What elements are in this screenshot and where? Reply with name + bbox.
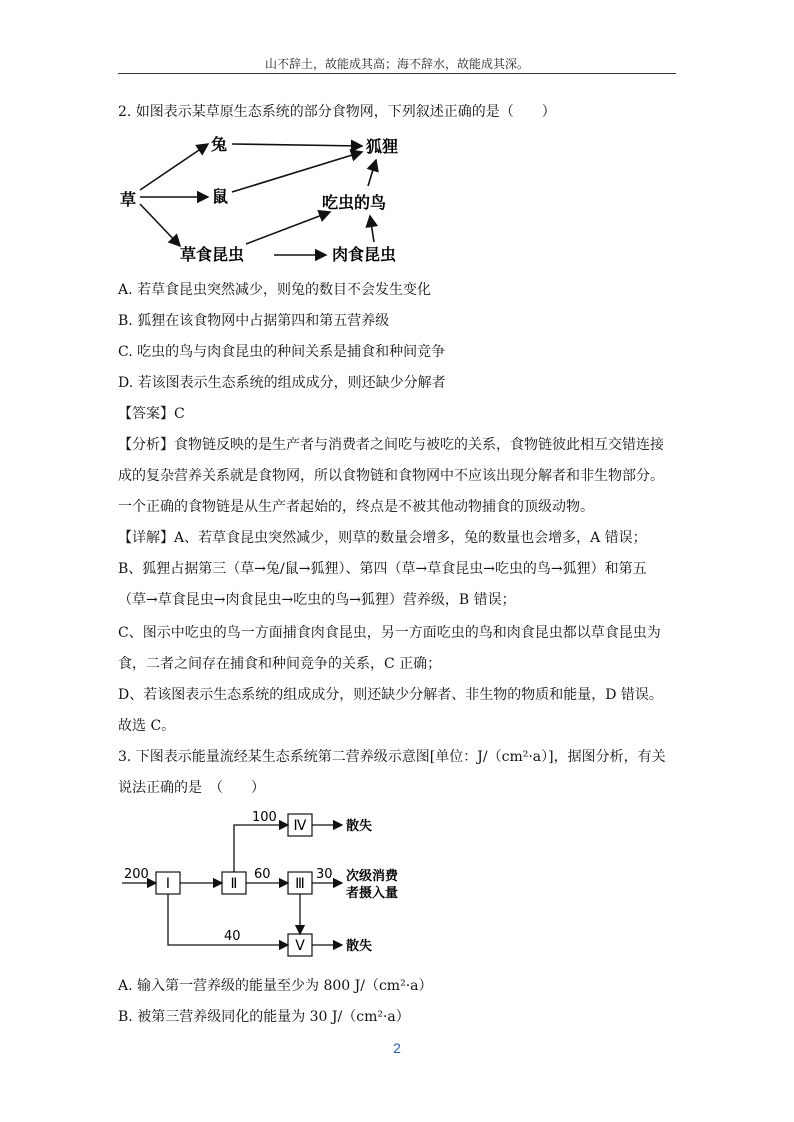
q3-stem-line-1: 3. 下图表示能量流经某生态系统第二营养级示意图[单位：J/（cm²·a）]，据图分析，有关: [118, 749, 666, 765]
value-to-next: 30: [316, 867, 333, 882]
q2-detail-line-1: 【详解】A、若草食昆虫突然减少，则草的数量会增多，兔的数量也会增多，A 错误；: [118, 530, 647, 546]
arrow-mouse-fox: [232, 152, 362, 192]
q2-detail-line-5: 食，二者之间存在捕食和种间竞争的关系，C 正确；: [118, 656, 442, 672]
q2-analysis-line-1: 【分析】食物链反映的是生产者与消费者之间吃与被吃的关系，食物链彼此相互交错连接: [118, 437, 664, 453]
box-iii-label: Ⅲ: [295, 876, 305, 892]
node-carnivorous-insect: 肉食昆虫: [332, 245, 397, 264]
node-herbivorous-insect: 草食昆虫: [180, 245, 245, 264]
header-divider: [118, 73, 676, 74]
box-v-label: Ⅴ: [295, 938, 305, 954]
q3-stem-line-2: 说法正确的是 （ ）: [118, 780, 265, 796]
value-to-v: 40: [224, 929, 241, 944]
q2-answer: 【答案】C: [118, 406, 185, 422]
box-iv-label: Ⅳ: [293, 818, 307, 834]
node-fox: 狐狸: [366, 137, 399, 156]
q2-detail-line-6: D、若该图表示生态系统的组成成分，则还缺少分解者、非生物的物质和能量，D 错误。: [118, 687, 663, 703]
q3-option-b: B. 被第三营养级同化的能量为 30 J/（cm²·a）: [118, 1009, 410, 1025]
node-mouse: 鼠: [212, 187, 229, 206]
label-loss-iv: 散失: [346, 819, 373, 834]
node-insect-eating-bird: 吃虫的鸟: [322, 193, 387, 212]
q2-stem: 2. 如图表示某草原生态系统的部分食物网，下列叙述正确的是（ ）: [118, 104, 556, 120]
page-number: 2: [393, 1040, 401, 1056]
q2-option-a: A. 若草食昆虫突然减少，则兔的数目不会发生变化: [118, 282, 432, 298]
q2-detail-line-7: 故选 C。: [118, 718, 176, 734]
label-loss-v: 散失: [346, 939, 373, 954]
arrow-herbivorous-insect-bird: [246, 212, 330, 244]
box-ii-label: Ⅱ: [230, 876, 238, 892]
label-next-consumer-line-1: 次级消费: [346, 869, 399, 884]
q2-option-d: D. 若该图表示生态系统的组成成分，则还缺少分解者: [118, 375, 446, 391]
q2-option-b: B. 狐狸在该食物网中占据第四和第五营养级: [118, 313, 390, 329]
value-to-iv: 100: [252, 810, 277, 825]
value-to-iii: 60: [254, 867, 271, 882]
arrow-grass-rabbit: [140, 144, 208, 190]
q2-option-c: C. 吃虫的鸟与肉食昆虫的种间关系是捕食和种间竞争: [118, 344, 446, 360]
q2-analysis-line-2: 成的复杂营养关系就是食物网，所以食物链和食物网中不应该出现分解者和非生物部分。: [118, 468, 664, 484]
q2-analysis-line-3: 一个正确的食物链是从生产者起始的，终点是不被其他动物捕食的顶级动物。: [118, 499, 594, 515]
box-i-label: Ⅰ: [165, 876, 171, 892]
value-input: 200: [124, 867, 149, 882]
node-rabbit: 兔: [211, 135, 228, 154]
q2-detail-line-2: B、狐狸占据第三（草→兔/鼠→狐狸）、第四（草→草食昆虫→吃虫的鸟→狐狸）和第五: [118, 561, 647, 577]
page-header-motto: 山不辞土，故能成其高；海不辞水，故能成其深。: [264, 57, 529, 71]
food-web-diagram: [118, 128, 438, 270]
q3-option-a: A. 输入第一营养级的能量至少为 800 J/（cm²·a）: [118, 978, 433, 994]
q2-detail-line-3: （草→草食昆虫→肉食昆虫→吃虫的鸟→狐狸）营养级，B 错误；: [118, 592, 516, 608]
arrow-rabbit-fox: [232, 144, 362, 146]
arrow-ii-iv: [234, 825, 288, 872]
q2-detail-line-4: C、图示中吃虫的鸟一方面捕食肉食昆虫，另一方面吃虫的鸟和肉食昆虫都以草食昆虫为: [118, 625, 661, 641]
arrow-bird-fox: [368, 160, 376, 186]
arrow-carnivorous-insect-bird: [370, 216, 374, 242]
label-next-consumer-line-2: 者摄入量: [346, 886, 399, 901]
node-grass: 草: [120, 190, 137, 209]
energy-flow-diagram: [118, 806, 438, 966]
arrow-grass-herbivorous-insect: [140, 204, 180, 246]
